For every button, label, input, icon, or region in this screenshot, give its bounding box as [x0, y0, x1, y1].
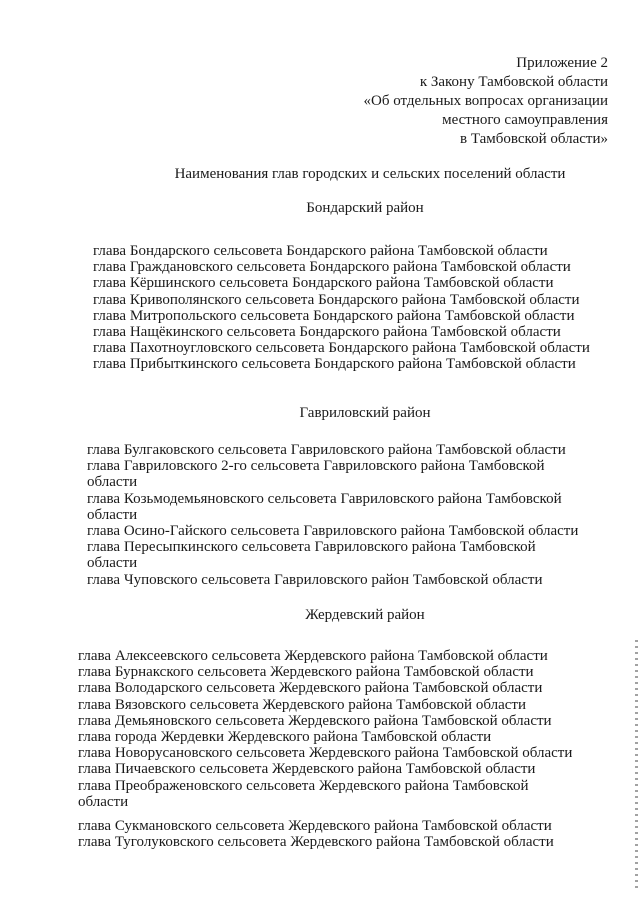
district-heading-bondarsky: Бондарский район — [306, 200, 424, 216]
list-item: глава Граждановского сельсовета Бондарского района Тамбовской области — [93, 259, 571, 276]
list-item: глава Новорусановского сельсовета Жердевского района Тамбовской области — [78, 745, 573, 762]
appendix-line: в Тамбовской области» — [459, 131, 608, 147]
list-item: глава Сукмановского сельсовета Жердевского района Тамбовской области — [78, 818, 552, 835]
list-item: глава Володарского сельсовета Жердевского района Тамбовской области — [78, 680, 543, 697]
list-item: глава города Жердевки Жердевского района Тамбовской области — [78, 729, 492, 746]
list-item: глава Козьмодемьяновского сельсовета Гавриловского района Тамбовской области — [87, 490, 562, 523]
list-item: глава Нащёкинского сельсовета Бондарского района Тамбовской области — [93, 324, 561, 341]
appendix-line: к Закону Тамбовской области — [419, 74, 608, 90]
scan-edge-artifact — [635, 640, 638, 890]
list-item: глава Пахотноугловского сельсовета Бондарского района Тамбовской области — [93, 340, 590, 357]
document-title: Наименования глав городских и сельских поселений области — [174, 166, 566, 182]
list-item: глава Преображеновского сельсовета Жердевского района Тамбовской области — [78, 777, 529, 810]
list-item: глава Прибыткинского сельсовета Бондарского района Тамбовской области — [93, 356, 576, 373]
list-item: глава Чуповского сельсовета Гавриловского район Тамбовской области — [87, 571, 543, 588]
list-item: глава Алексеевского сельсовета Жердевского района Тамбовской области — [78, 648, 548, 664]
district-heading-gavrilovsky: Гавриловский район — [299, 405, 431, 421]
list-item: глава Демьяновского сельсовета Жердевского района Тамбовской области — [78, 712, 552, 729]
list-item: глава Кривополянского сельсовета Бондарского района Тамбовской области — [93, 291, 580, 308]
list-item: глава Бурнакского сельсовета Жердевского района Тамбовской области — [78, 664, 534, 681]
list-item: глава Гавриловского 2-го сельсовета Гавриловского района Тамбовской области — [87, 458, 545, 491]
district-list-bondarsky — [93, 243, 593, 373]
district-heading-zherdevsky: Жердевский район — [305, 607, 425, 623]
appendix-line: местного самоуправления — [442, 112, 608, 128]
appendix-header — [363, 54, 608, 149]
list-item: глава Бондарского сельсовета Бондарского района Тамбовской области — [93, 243, 548, 259]
list-item: глава Пичаевского сельсовета Жердевского района Тамбовской области — [78, 761, 536, 778]
appendix-line: «Об отдельных вопросах организации — [363, 93, 608, 109]
list-item: глава Вязовского сельсовета Жердевского района Тамбовской области — [78, 696, 526, 713]
list-item: глава Осино-Гайского сельсовета Гавриловского района Тамбовской области — [87, 523, 579, 540]
list-item: глава Туголуковского сельсовета Жердевского района Тамбовской области — [78, 834, 554, 851]
list-item: глава Кёршинского сельсовета Бондарского района Тамбовской области — [93, 275, 554, 292]
appendix-line: Приложение 2 — [516, 55, 608, 71]
list-item: глава Митропольского сельсовета Бондарского района Тамбовской области — [93, 307, 575, 324]
list-item: глава Булгаковского сельсовета Гавриловского района Тамбовской области — [87, 442, 566, 458]
district-list-gavrilovsky — [87, 442, 587, 588]
district-list-zherdevsky — [78, 648, 588, 850]
list-item: глава Пересыпкинского сельсовета Гавриловского района Тамбовской области — [87, 539, 536, 572]
